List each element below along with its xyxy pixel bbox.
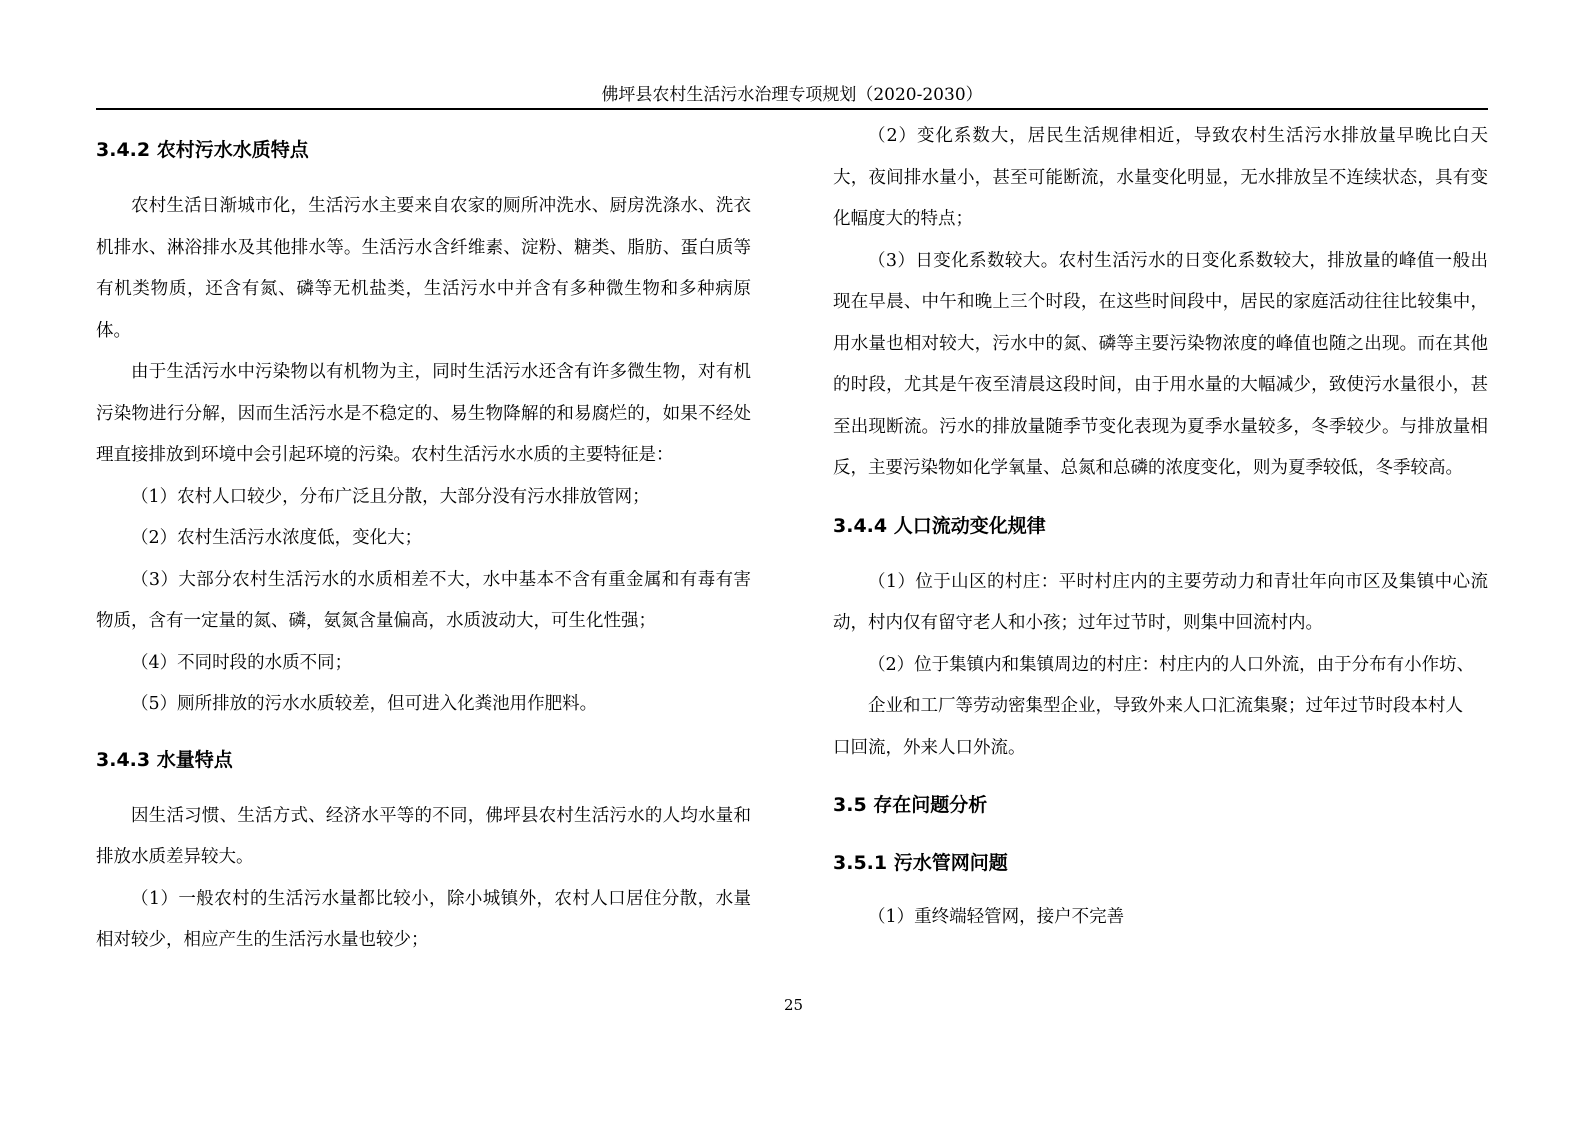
section-heading-3-5: 3.5 存在问题分析 [833,794,988,816]
list-item: （3）日变化系数较大。农村生活污水的日变化系数较大，排放量的峰值一般出现在早晨、中午和晚上三个时段，在这些时间段中，居民的家庭活动往往比较集中，用水量也相对较大，污水中的氮、磷等主要污染物浓度的峰值也随之出现。而在其他的时段，尤其是午夜至清晨这段时间，由于用水量的大幅减少，致使污水量很小，甚至出现断流。污水的排放量随季节变化表现为夏季水量较多，冬季较少。与排放量相反，主要污染物如化学氧量、总氮和总磷的浓度变化，则为夏季较低，冬季较高。 [833,250,1488,478]
paragraph: 由于生活污水中污染物以有机物为主，同时生活污水还含有许多微生物，对有机污染物进行分解，因而生活污水是不稳定的、易生物降解的和易腐烂的，如果不经处理直接排放到环境中会引起环境的污染。农村生活污水水质的主要特征是： [96,362,751,465]
list-item-continuation: 口回流，外来人口外流。 [833,737,1026,758]
list-item: （4）不同时段的水质不同； [131,652,353,673]
list-item-continuation: 企业和工厂等劳动密集型企业，导致外来人口汇流集聚；过年过节时段本村人 [868,696,1463,716]
list-item: （3）大部分农村生活污水的水质相差不大，水中基本不含有重金属和有毒有害物质，含有一定量的氮、磷，氨氮含量偏高，水质波动大，可生化性强； [96,569,751,631]
section-heading-3-5-1: 3.5.1 污水管网问题 [833,852,1008,874]
list-item: （1）一般农村的生活污水量都比较小，除小城镇外，农村人口居住分散，水量相对较少，相应产生的生活污水量也较少； [96,888,751,950]
section-heading-3-4-3: 3.4.3 水量特点 [96,748,233,771]
paragraph: 因生活习惯、生活方式、经济水平等的不同，佛坪县农村生活污水的人均水量和排放水质差异较大。 [96,805,751,867]
list-item: （1）位于山区的村庄：平时村庄内的主要劳动力和青壮年向市区及集镇中心流动，村内仅有留守老人和小孩；过年过节时，则集中回流村内。 [833,571,1488,633]
list-item: （2）农村生活污水浓度低，变化大； [131,528,423,548]
running-header: 佛坪县农村生活污水治理专项规划（2020-2030） [601,85,983,105]
list-item: （2）位于集镇内和集镇周边的村庄：村庄内的人口外流，由于分布有小作坊、 [868,654,1475,675]
section-heading-3-4-2: 3.4.2 农村污水水质特点 [96,139,309,161]
list-item: （5）厕所排放的污水水质较差，但可进入化粪池用作肥料。 [131,694,598,714]
section-heading-3-4-4: 3.4.4 人口流动变化规律 [833,514,1046,537]
paragraph: 农村生活日渐城市化，生活污水主要来自农家的厕所冲洗水、厨房洗涤水、洗衣机排水、淋浴排水及其他排水等。生活污水含纤维素、淀粉、糖类、脂肪、蛋白质等有机类物质，还含有氮、磷等无机盐类，生活污水中并含有多种微生物和多种病原体。 [96,196,751,341]
list-item: （1）重终端轻管网，接户不完善 [868,907,1125,927]
left-column [96,122,751,962]
right-column [833,116,1488,939]
page-number: 25 [783,996,804,1014]
header-rule [96,108,1488,110]
list-item: （1）农村人口较少，分布广泛且分散，大部分没有污水排放管网； [131,486,650,507]
list-item: （2）变化系数大，居民生活规律相近，导致农村生活污水排放量早晚比白天大，夜间排水量小，甚至可能断流，水量变化明显，无水排放呈不连续状态，具有变化幅度大的特点； [833,126,1488,229]
